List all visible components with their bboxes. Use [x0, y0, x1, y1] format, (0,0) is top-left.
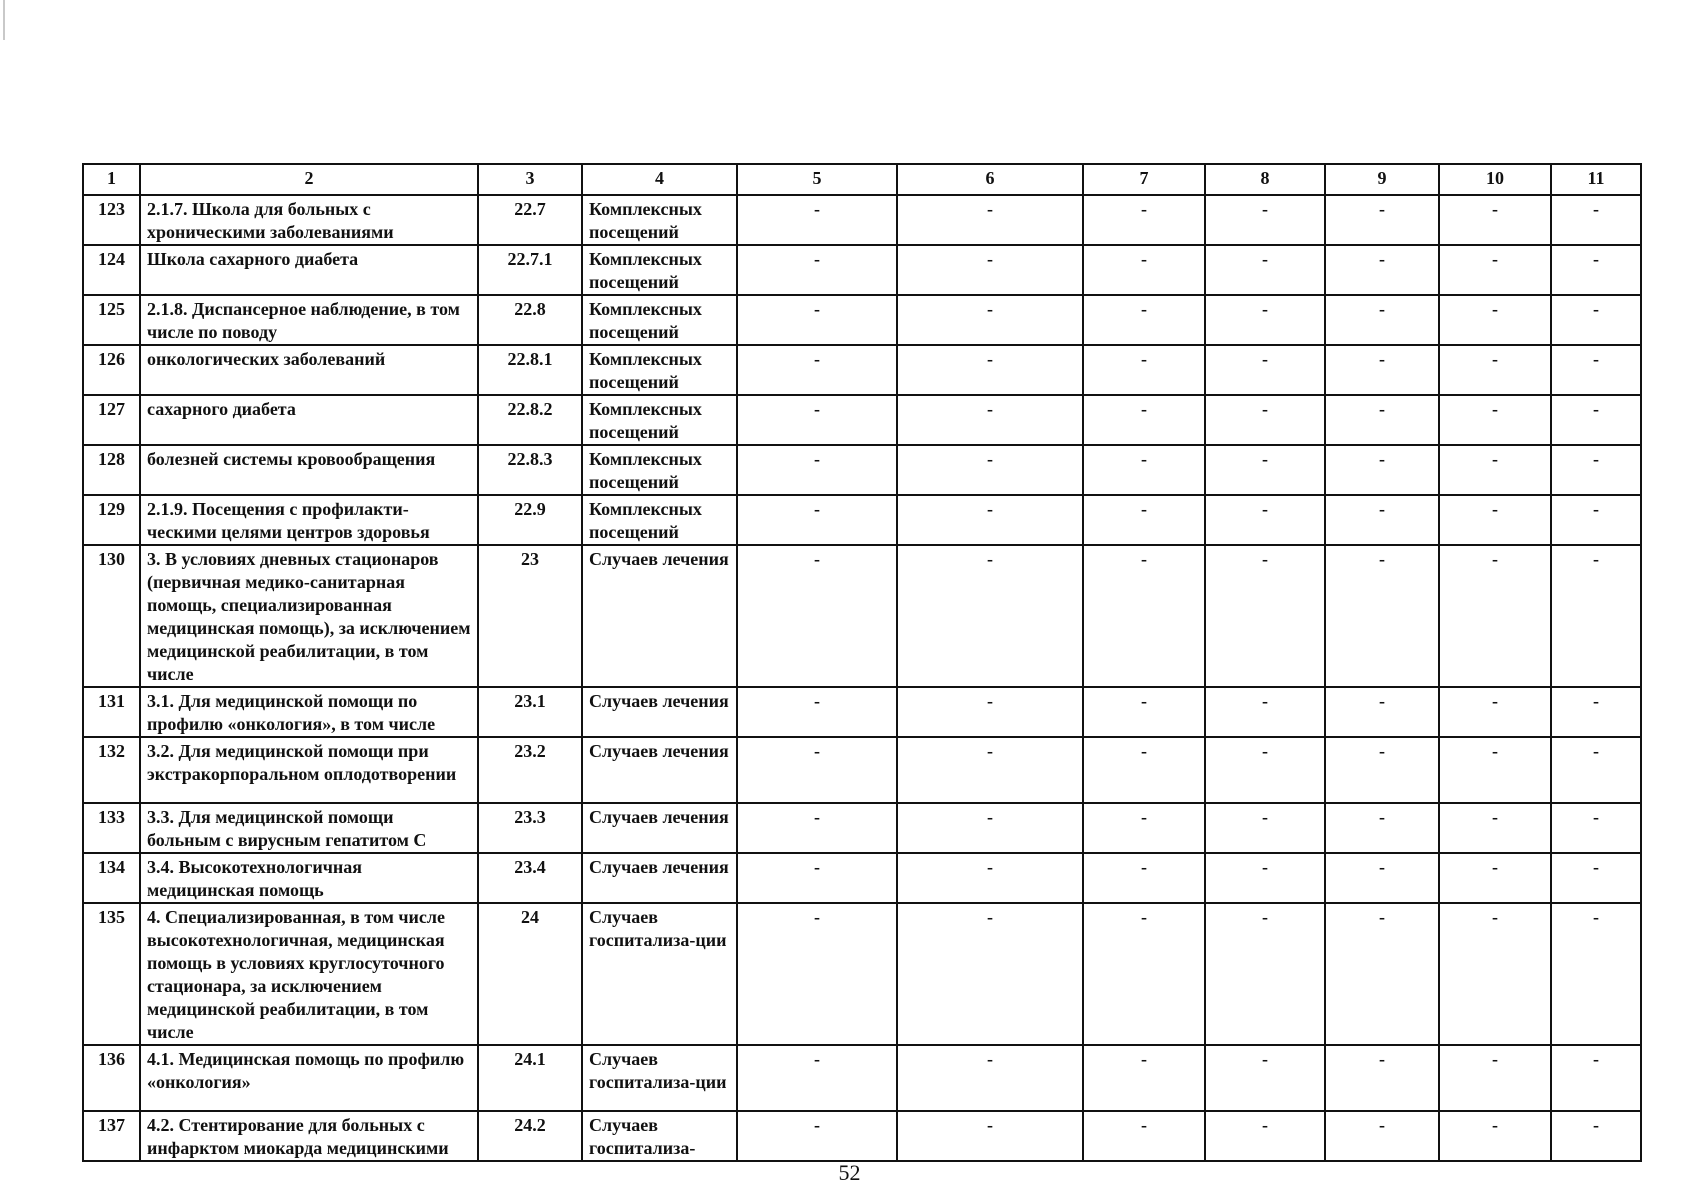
table-row: [83, 1111, 1641, 1161]
row-code: 24: [478, 903, 582, 1045]
row-value: -: [897, 295, 1083, 345]
row-name: 3.3. Для медицинской помощи больным с вирусным гепатитом С: [140, 803, 478, 853]
table-header-row: [83, 164, 1641, 195]
table-row: [83, 903, 1641, 1045]
table-row: [83, 687, 1641, 737]
scan-margin-mark: [3, 0, 5, 40]
row-value: -: [737, 1111, 897, 1161]
row-value: -: [897, 853, 1083, 903]
row-value: -: [1083, 545, 1205, 687]
row-number: 133: [83, 803, 140, 853]
row-name: 3. В условиях дневных стационаров (первичная медико-санитарная помощь, специализированная медицинская помощь), за исключением медицинской реабилитации, в том числе: [140, 545, 478, 687]
row-code: 24.1: [478, 1045, 582, 1111]
row-value: -: [737, 345, 897, 395]
row-value: -: [1325, 395, 1439, 445]
row-code: 23.2: [478, 737, 582, 803]
row-code: 23.3: [478, 803, 582, 853]
row-value: -: [1439, 853, 1551, 903]
column-header: 2: [140, 164, 478, 195]
row-unit: Комплексных посещений: [582, 295, 737, 345]
row-value: -: [897, 1111, 1083, 1161]
row-name: сахарного диабета: [140, 395, 478, 445]
row-value: -: [897, 903, 1083, 1045]
row-value: -: [1551, 395, 1641, 445]
column-header: 5: [737, 164, 897, 195]
row-value: -: [897, 687, 1083, 737]
row-value: -: [1439, 1045, 1551, 1111]
row-name: 4.1. Медицинская помощь по профилю «онкология»: [140, 1045, 478, 1111]
row-value: -: [1083, 445, 1205, 495]
table-row: [83, 245, 1641, 295]
row-value: -: [1205, 737, 1325, 803]
row-value: -: [1083, 495, 1205, 545]
row-value: -: [1439, 295, 1551, 345]
row-value: -: [1325, 803, 1439, 853]
row-value: -: [897, 495, 1083, 545]
row-value: -: [1205, 495, 1325, 545]
row-number: 123: [83, 195, 140, 245]
row-value: -: [897, 1045, 1083, 1111]
row-value: -: [1439, 1111, 1551, 1161]
table-body: [83, 164, 1641, 1161]
row-value: -: [737, 803, 897, 853]
row-code: 22.8: [478, 295, 582, 345]
row-unit: Случаев лечения: [582, 853, 737, 903]
row-unit: Комплексных посещений: [582, 495, 737, 545]
row-value: -: [1325, 345, 1439, 395]
row-value: -: [1205, 803, 1325, 853]
row-name: 2.1.9. Посещения с профилакти-ческими целями центров здоровья: [140, 495, 478, 545]
row-value: -: [1325, 903, 1439, 1045]
row-value: -: [1205, 395, 1325, 445]
row-number: 135: [83, 903, 140, 1045]
row-name: 2.1.7. Школа для больных с хроническими заболеваниями: [140, 195, 478, 245]
row-value: -: [1205, 295, 1325, 345]
row-value: -: [1551, 687, 1641, 737]
row-unit: Комплексных посещений: [582, 195, 737, 245]
row-value: -: [1439, 445, 1551, 495]
row-value: -: [737, 245, 897, 295]
row-unit: Комплексных посещений: [582, 245, 737, 295]
table-row: [83, 853, 1641, 903]
row-value: -: [1325, 195, 1439, 245]
row-value: -: [1551, 903, 1641, 1045]
row-number: 132: [83, 737, 140, 803]
row-value: -: [1205, 445, 1325, 495]
row-value: -: [1551, 495, 1641, 545]
row-value: -: [1205, 345, 1325, 395]
row-value: -: [1325, 1111, 1439, 1161]
row-name: 3.4. Высокотехнологичная медицинская помощь: [140, 853, 478, 903]
row-value: -: [1551, 195, 1641, 245]
row-name: 3.2. Для медицинской помощи при экстракорпоральном оплодотворении: [140, 737, 478, 803]
row-value: -: [1205, 195, 1325, 245]
row-value: -: [737, 495, 897, 545]
row-value: -: [1439, 395, 1551, 445]
row-number: 126: [83, 345, 140, 395]
row-value: -: [1325, 687, 1439, 737]
row-value: -: [897, 395, 1083, 445]
row-code: 23.1: [478, 687, 582, 737]
row-value: -: [1205, 1111, 1325, 1161]
row-value: -: [897, 545, 1083, 687]
row-value: -: [1439, 545, 1551, 687]
row-value: -: [1083, 687, 1205, 737]
row-value: -: [1083, 737, 1205, 803]
row-value: -: [1083, 345, 1205, 395]
row-number: 130: [83, 545, 140, 687]
table-row: [83, 803, 1641, 853]
table-row: [83, 345, 1641, 395]
row-value: -: [897, 195, 1083, 245]
row-value: -: [1551, 1045, 1641, 1111]
row-value: -: [1551, 345, 1641, 395]
row-value: -: [1439, 687, 1551, 737]
column-header: 9: [1325, 164, 1439, 195]
row-number: 127: [83, 395, 140, 445]
row-number: 131: [83, 687, 140, 737]
row-unit: Случаев лечения: [582, 803, 737, 853]
table-row: [83, 495, 1641, 545]
row-value: -: [1083, 195, 1205, 245]
row-number: 124: [83, 245, 140, 295]
row-name: 2.1.8. Диспансерное наблюдение, в том числе по поводу: [140, 295, 478, 345]
row-number: 137: [83, 1111, 140, 1161]
row-name: онкологических заболеваний: [140, 345, 478, 395]
row-number: 134: [83, 853, 140, 903]
row-value: -: [1083, 853, 1205, 903]
table-row: [83, 545, 1641, 687]
row-value: -: [897, 445, 1083, 495]
column-header: 11: [1551, 164, 1641, 195]
data-table: [82, 163, 1642, 1162]
row-value: -: [1551, 803, 1641, 853]
row-value: -: [1439, 495, 1551, 545]
row-code: 24.2: [478, 1111, 582, 1161]
row-code: 22.8.1: [478, 345, 582, 395]
row-value: -: [737, 1045, 897, 1111]
row-name: 4.2. Стентирование для больных с инфарктом миокарда медицинскими: [140, 1111, 478, 1161]
table-row: [83, 445, 1641, 495]
row-unit: Случаев госпитализа-: [582, 1111, 737, 1161]
row-value: -: [1205, 245, 1325, 295]
row-number: 136: [83, 1045, 140, 1111]
row-unit: Комплексных посещений: [582, 445, 737, 495]
row-unit: Случаев лечения: [582, 687, 737, 737]
row-value: -: [737, 295, 897, 345]
row-value: -: [737, 687, 897, 737]
column-header: 7: [1083, 164, 1205, 195]
row-value: -: [1083, 903, 1205, 1045]
row-value: -: [1551, 445, 1641, 495]
row-value: -: [1205, 545, 1325, 687]
table-row: [83, 1045, 1641, 1111]
row-value: -: [1325, 295, 1439, 345]
row-value: -: [1205, 903, 1325, 1045]
row-number: 129: [83, 495, 140, 545]
row-value: -: [1325, 545, 1439, 687]
column-header: 3: [478, 164, 582, 195]
column-header: 10: [1439, 164, 1551, 195]
row-code: 22.8.2: [478, 395, 582, 445]
row-value: -: [737, 737, 897, 803]
row-value: -: [1325, 245, 1439, 295]
row-value: -: [1325, 445, 1439, 495]
row-code: 23.4: [478, 853, 582, 903]
row-value: -: [1083, 803, 1205, 853]
row-value: -: [1083, 395, 1205, 445]
row-code: 22.7: [478, 195, 582, 245]
row-value: -: [1439, 737, 1551, 803]
row-value: -: [1551, 545, 1641, 687]
row-unit: Случаев госпитализа-ции: [582, 903, 737, 1045]
row-unit: Случаев госпитализа-ции: [582, 1045, 737, 1111]
row-name: 4. Специализированная, в том числе высокотехнологичная, медицинская помощь в условиях круглосуточного стационара, за исключением медицинской реабилитации, в том числе: [140, 903, 478, 1045]
row-value: -: [737, 903, 897, 1045]
row-value: -: [1083, 245, 1205, 295]
column-header: 4: [582, 164, 737, 195]
row-unit: Комплексных посещений: [582, 345, 737, 395]
row-name: 3.1. Для медицинской помощи по профилю «онкология», в том числе: [140, 687, 478, 737]
row-value: -: [1205, 1045, 1325, 1111]
row-value: -: [1325, 737, 1439, 803]
row-value: -: [1551, 737, 1641, 803]
row-value: -: [737, 545, 897, 687]
row-value: -: [1551, 1111, 1641, 1161]
column-header: 1: [83, 164, 140, 195]
row-value: -: [897, 345, 1083, 395]
row-value: -: [1083, 1111, 1205, 1161]
row-value: -: [1439, 245, 1551, 295]
row-value: -: [737, 195, 897, 245]
row-value: -: [1439, 903, 1551, 1045]
row-value: -: [1325, 1045, 1439, 1111]
row-code: 22.7.1: [478, 245, 582, 295]
row-unit: Комплексных посещений: [582, 395, 737, 445]
row-value: -: [737, 445, 897, 495]
row-value: -: [1439, 803, 1551, 853]
row-value: -: [737, 395, 897, 445]
row-value: -: [1439, 345, 1551, 395]
row-value: -: [897, 737, 1083, 803]
column-header: 6: [897, 164, 1083, 195]
row-name: Школа сахарного диабета: [140, 245, 478, 295]
row-code: 22.9: [478, 495, 582, 545]
table-row: [83, 737, 1641, 803]
row-code: 22.8.3: [478, 445, 582, 495]
row-value: -: [1325, 853, 1439, 903]
row-value: -: [1551, 245, 1641, 295]
row-value: -: [1205, 853, 1325, 903]
column-header: 8: [1205, 164, 1325, 195]
row-number: 128: [83, 445, 140, 495]
row-number: 125: [83, 295, 140, 345]
row-value: -: [1439, 195, 1551, 245]
table-row: [83, 295, 1641, 345]
row-code: 23: [478, 545, 582, 687]
page-number: 52: [838, 1160, 861, 1185]
table-row: [83, 395, 1641, 445]
row-value: -: [1551, 295, 1641, 345]
row-value: -: [1205, 687, 1325, 737]
row-value: -: [1083, 1045, 1205, 1111]
row-name: болезней системы кровообращения: [140, 445, 478, 495]
table-row: [83, 195, 1641, 245]
row-value: -: [897, 245, 1083, 295]
row-value: -: [1551, 853, 1641, 903]
row-unit: Случаев лечения: [582, 737, 737, 803]
row-value: -: [897, 803, 1083, 853]
row-value: -: [737, 853, 897, 903]
row-value: -: [1325, 495, 1439, 545]
row-value: -: [1083, 295, 1205, 345]
row-unit: Случаев лечения: [582, 545, 737, 687]
